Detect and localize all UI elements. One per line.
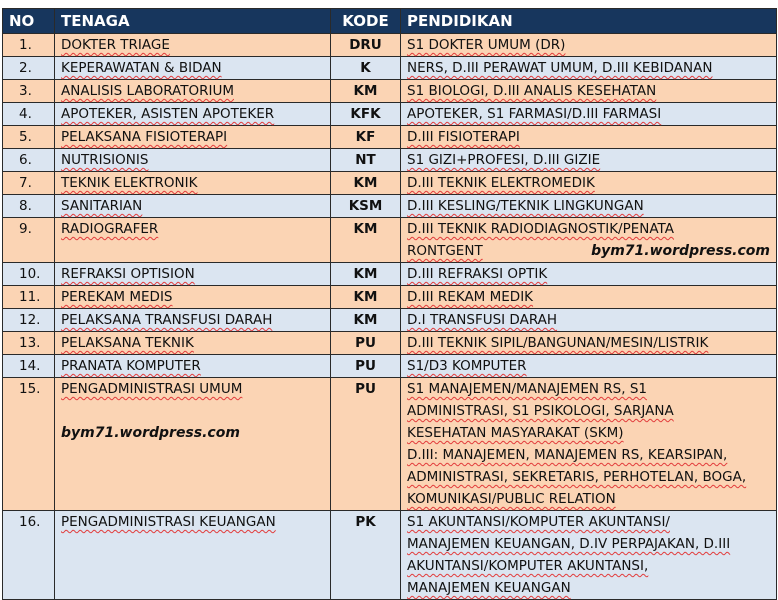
pendidikan-cell (401, 57, 777, 80)
pendidikan-text: NERS, D.III PERAWAT UMUM, D.III KEBIDANAN (407, 60, 713, 76)
tenaga-text: ANALISIS LABORATORIUM (61, 83, 234, 99)
tenaga-cell (55, 286, 331, 309)
tenaga-cell (55, 332, 331, 355)
table-row (3, 378, 777, 511)
pendidikan-line (407, 126, 770, 148)
table-row (3, 34, 777, 57)
tenaga-text: DOKTER TRIAGE (61, 37, 170, 53)
pendidikan-line (407, 332, 770, 354)
tenaga-cell (55, 378, 331, 511)
header-pendidikan: PENDIDIKAN (401, 9, 777, 34)
kode-cell: KM (331, 263, 401, 286)
pendidikan-text: MANAJEMEN KEUANGAN (407, 580, 571, 596)
tenaga-text: PELAKSANA TRANSFUSI DARAH (61, 312, 273, 328)
pendidikan-line (407, 195, 770, 217)
pendidikan-line (407, 355, 770, 377)
pendidikan-text: ADMINISTRASI, S1 PSIKOLOGI, SARJANA (407, 403, 674, 419)
pendidikan-cell (401, 195, 777, 218)
watermark-left: bym71.wordpress.com (61, 425, 240, 441)
table-row (3, 195, 777, 218)
tenaga-cell (55, 195, 331, 218)
tenaga-text: REFRAKSI OPTISION (61, 266, 195, 282)
kode-cell: KM (331, 309, 401, 332)
pendidikan-line (407, 378, 770, 400)
kode-cell: PK (331, 511, 401, 600)
table-row (3, 103, 777, 126)
pendidikan-line (407, 422, 770, 444)
row-number: 14. (3, 355, 55, 378)
row-number: 5. (3, 126, 55, 149)
kode-cell: KF (331, 126, 401, 149)
kode-cell: KM (331, 80, 401, 103)
tenaga-cell (55, 149, 331, 172)
pendidikan-text: S1 MANAJEMEN/MANAJEMEN RS, S1 (407, 381, 647, 397)
tenaga-cell (55, 355, 331, 378)
pendidikan-text: MANAJEMEN KEUANGAN, D.IV PERPAJAKAN, D.III (407, 536, 731, 552)
tenaga-text: KEPERAWATAN & BIDAN (61, 60, 222, 76)
pendidikan-text: D.III: MANAJEMEN, MANAJEMEN RS, KEARSIPAN, (407, 447, 728, 463)
pendidikan-cell (401, 355, 777, 378)
pendidikan-cell (401, 309, 777, 332)
pendidikan-line (407, 309, 770, 331)
row-number: 1. (3, 34, 55, 57)
kode-cell: KM (331, 286, 401, 309)
row-number: 8. (3, 195, 55, 218)
row-number: 9. (3, 218, 55, 263)
tenaga-text: TEKNIK ELEKTRONIK (61, 175, 198, 191)
pendidikan-line (407, 577, 770, 599)
tenaga-text: PENGADMINISTRASI KEUANGAN (61, 514, 276, 530)
table-row (3, 309, 777, 332)
row-number: 3. (3, 80, 55, 103)
header-row (3, 9, 777, 34)
pendidikan-text: S1 BIOLOGI, D.III ANALIS KESEHATAN (407, 83, 657, 99)
table-row (3, 172, 777, 195)
pendidikan-line (407, 172, 770, 194)
pendidikan-line (407, 533, 770, 555)
tenaga-text: PENGADMINISTRASI UMUM (61, 381, 243, 397)
watermark-right: bym71.wordpress.com (591, 243, 770, 259)
pendidikan-text: D.III TEKNIK SIPIL/BANGUNAN/MESIN/LISTRIK (407, 335, 709, 351)
pendidikan-line (407, 400, 770, 422)
pendidikan-text: AKUNTANSI/KOMPUTER AKUNTANSI, (407, 558, 649, 574)
pendidikan-text: ADMINISTRASI, SEKRETARIS, PERHOTELAN, BOGA, (407, 469, 747, 485)
pendidikan-line (407, 149, 770, 171)
kode-cell: PU (331, 355, 401, 378)
staff-table (2, 8, 777, 600)
table-row (3, 355, 777, 378)
row-number: 6. (3, 149, 55, 172)
table-row (3, 332, 777, 355)
tenaga-text: PELAKSANA FISIOTERAPI (61, 129, 228, 145)
kode-cell: KM (331, 172, 401, 195)
table-body (3, 34, 777, 600)
header-tenaga: TENAGA (55, 9, 331, 34)
table-row (3, 126, 777, 149)
pendidikan-line (407, 466, 770, 488)
pendidikan-cell (401, 263, 777, 286)
table-row (3, 511, 777, 600)
kode-cell: KM (331, 218, 401, 263)
pendidikan-line (407, 34, 770, 56)
pendidikan-text: D.III FISIOTERAPI (407, 129, 520, 145)
pendidikan-cell (401, 103, 777, 126)
pendidikan-cell (401, 511, 777, 600)
table-row (3, 218, 777, 263)
pendidikan-text: S1/D3 KOMPUTER (407, 358, 527, 374)
pendidikan-text: D.III TEKNIK RADIODIAGNOSTIK/PENATA (407, 221, 674, 237)
header-kode: KODE (331, 9, 401, 34)
tenaga-text: RADIOGRAFER (61, 221, 159, 237)
pendidikan-text: S1 DOKTER UMUM (DR) (407, 37, 566, 53)
row-number: 13. (3, 332, 55, 355)
pendidikan-line (407, 57, 770, 79)
pendidikan-cell (401, 218, 777, 263)
table-row (3, 80, 777, 103)
tenaga-cell (55, 263, 331, 286)
table-row (3, 286, 777, 309)
tenaga-cell (55, 126, 331, 149)
pendidikan-line (407, 511, 770, 533)
row-number: 10. (3, 263, 55, 286)
kode-cell: K (331, 57, 401, 80)
kode-cell: NT (331, 149, 401, 172)
pendidikan-cell (401, 172, 777, 195)
table-row (3, 57, 777, 80)
pendidikan-text: D.III REKAM MEDIK (407, 289, 534, 305)
tenaga-text: PEREKAM MEDIS (61, 289, 173, 305)
pendidikan-line (407, 286, 770, 308)
kode-cell: KFK (331, 103, 401, 126)
pendidikan-line (407, 103, 770, 125)
tenaga-text: PELAKSANA TEKNIK (61, 335, 194, 351)
tenaga-cell (55, 511, 331, 600)
pendidikan-cell (401, 34, 777, 57)
pendidikan-cell (401, 80, 777, 103)
tenaga-cell (55, 57, 331, 80)
pendidikan-cell (401, 378, 777, 511)
pendidikan-text: D.I TRANSFUSI DARAH (407, 312, 558, 328)
row-number: 4. (3, 103, 55, 126)
row-number: 7. (3, 172, 55, 195)
table-row (3, 263, 777, 286)
table-row (3, 149, 777, 172)
pendidikan-line (407, 444, 770, 466)
pendidikan-line (407, 263, 770, 285)
pendidikan-line (407, 218, 770, 240)
pendidikan-line (407, 555, 770, 577)
tenaga-text: APOTEKER, ASISTEN APOTEKER (61, 106, 275, 122)
row-number: 15. (3, 378, 55, 511)
pendidikan-text: KESEHATAN MASYARAKAT (SKM) (407, 425, 624, 441)
tenaga-cell (55, 218, 331, 263)
pendidikan-text: S1 GIZI+PROFESI, D.III GIZIE (407, 152, 601, 168)
row-number: 2. (3, 57, 55, 80)
pendidikan-line (407, 80, 770, 102)
header-no: NO (3, 9, 55, 34)
pendidikan-cell (401, 286, 777, 309)
tenaga-text: SANITARIAN (61, 198, 143, 214)
pendidikan-text: RONTGENT (407, 243, 483, 259)
tenaga-cell (55, 309, 331, 332)
pendidikan-text: D.III TEKNIK ELEKTROMEDIK (407, 175, 595, 191)
pendidikan-text: APOTEKER, S1 FARMASI/D.III FARMASI (407, 106, 662, 122)
pendidikan-text: KOMUNIKASI/PUBLIC RELATION (407, 491, 616, 507)
row-number: 16. (3, 511, 55, 600)
pendidikan-line (407, 488, 770, 510)
tenaga-text: NUTRISIONIS (61, 152, 149, 168)
pendidikan-line (407, 240, 770, 262)
pendidikan-cell (401, 332, 777, 355)
pendidikan-cell (401, 126, 777, 149)
pendidikan-text: S1 AKUNTANSI/KOMPUTER AKUNTANSI/ (407, 514, 670, 530)
kode-cell: PU (331, 378, 401, 511)
pendidikan-text: D.III REFRAKSI OPTIK (407, 266, 548, 282)
kode-cell: PU (331, 332, 401, 355)
tenaga-cell (55, 80, 331, 103)
tenaga-cell (55, 103, 331, 126)
kode-cell: KSM (331, 195, 401, 218)
tenaga-text: PRANATA KOMPUTER (61, 358, 201, 374)
kode-cell: DRU (331, 34, 401, 57)
pendidikan-cell (401, 149, 777, 172)
tenaga-cell (55, 34, 331, 57)
tenaga-cell (55, 172, 331, 195)
pendidikan-text: D.III KESLING/TEKNIK LINGKUNGAN (407, 198, 644, 214)
row-number: 12. (3, 309, 55, 332)
row-number: 11. (3, 286, 55, 309)
